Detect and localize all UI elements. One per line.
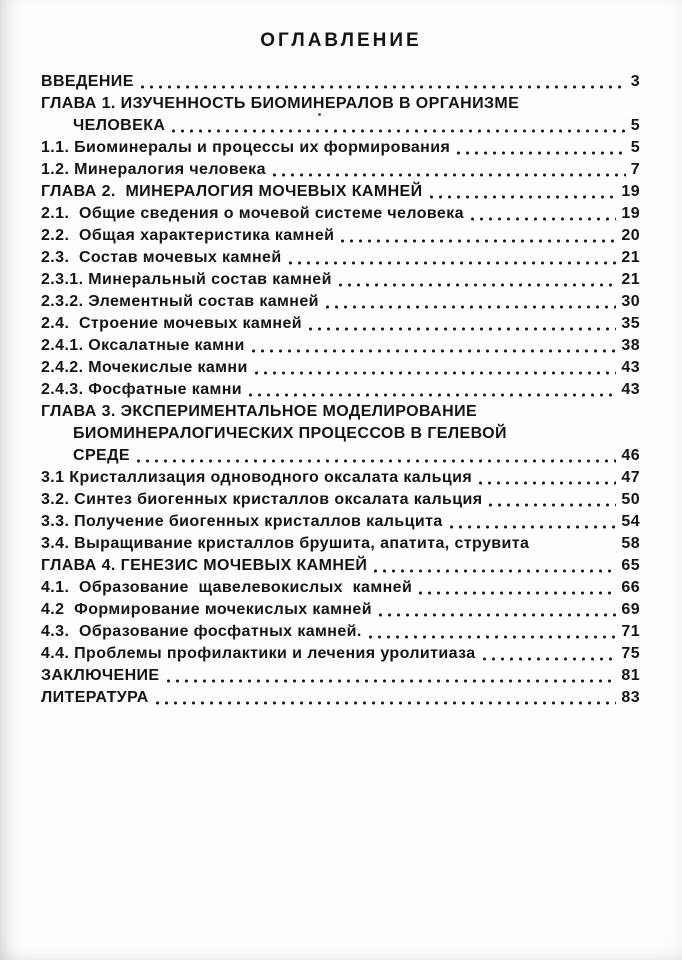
toc-entry-label: 2.4.2. Мочекислые камни — [41, 359, 248, 376]
toc-entry-label: 3.2. Синтез биогенных кристаллов оксалата кальция — [41, 491, 483, 508]
dot-leader — [255, 357, 617, 379]
toc-entry-line — [41, 203, 640, 225]
toc-entry-label: 2.2. Общая характеристика камней — [41, 227, 335, 244]
page-number: 5 — [630, 139, 640, 156]
page-number: 75 — [621, 645, 640, 662]
toc-entry-line — [41, 181, 640, 203]
dot-leader — [172, 115, 625, 137]
dot-leader — [249, 379, 616, 401]
toc-entry-line — [41, 225, 640, 247]
toc-entry-label: 3.1 Кристаллизация одноводного оксалата кальция — [41, 469, 473, 486]
page-number: 21 — [621, 249, 640, 266]
dot-leader — [289, 247, 617, 269]
toc-entry-label: 1.1. Биоминералы и процессы их формирования — [41, 139, 451, 156]
toc-entry-label: 4.3. Образование фосфатных камней. — [41, 623, 362, 640]
toc-entry-label: 2.3.1. Минеральный состав камней — [41, 271, 332, 288]
toc-entry-line — [41, 137, 640, 159]
page-number: 54 — [621, 513, 640, 530]
toc-entry-label: ВВЕДЕНИЕ — [41, 73, 134, 90]
toc-entry-line — [41, 533, 640, 555]
toc-entry-label: 2.4.3. Фосфатные камни — [41, 381, 243, 398]
dot-leader — [167, 665, 617, 687]
dot-leader — [369, 621, 617, 643]
toc-entry-label: ЛИТЕРАТУРА — [41, 689, 149, 706]
page-number: 65 — [621, 557, 640, 574]
toc-entry-line — [41, 313, 640, 335]
dot-leader — [479, 467, 616, 489]
toc-entry-line — [41, 247, 640, 269]
page-number: 69 — [621, 601, 640, 618]
toc-entry-line — [41, 511, 640, 533]
toc-entry-label: СРЕДЕ — [73, 447, 130, 464]
dot-leader — [489, 489, 616, 511]
page-number: 71 — [621, 623, 640, 640]
page-number: 43 — [621, 381, 640, 398]
page-number: 43 — [621, 359, 640, 376]
toc-list — [41, 71, 640, 709]
page-number: 66 — [621, 579, 640, 596]
toc-entry-line — [41, 489, 640, 511]
toc-entry-label: 3.3. Получение биогенных кристаллов кальцита — [41, 513, 443, 530]
toc-entry-line — [41, 599, 640, 621]
dot-leader — [326, 291, 617, 313]
dot-leader — [457, 137, 625, 159]
toc-entry-line — [41, 269, 640, 291]
toc-entry-label: ГЛАВА 4. ГЕНЕЗИС МОЧЕВЫХ КАМНЕЙ — [41, 557, 368, 574]
page-number: 19 — [621, 205, 640, 222]
page-number: 83 — [621, 689, 640, 706]
toc-entry-line — [41, 357, 640, 379]
dot-leader — [471, 203, 616, 225]
page-number: 58 — [621, 535, 640, 552]
page-number: 30 — [621, 293, 640, 310]
toc-entry-label: ЗАКЛЮЧЕНИЕ — [41, 667, 160, 684]
dot-leader — [379, 599, 616, 621]
toc-entry-line — [41, 423, 640, 445]
toc-entry-line — [41, 335, 640, 357]
toc-entry-line — [41, 71, 640, 93]
toc-entry-label: 4.4. Проблемы профилактики и лечения уролитиаза — [41, 645, 476, 662]
page-number: 3 — [630, 73, 640, 90]
toc-entry-line — [41, 467, 640, 489]
dot-leader — [450, 511, 617, 533]
toc-entry-label: БИОМИНЕРАЛОГИЧЕСКИХ ПРОЦЕССОВ В ГЕЛЕВОЙ — [73, 425, 507, 442]
toc-entry-line — [41, 687, 640, 709]
page-number: 46 — [621, 447, 640, 464]
page-number: 20 — [621, 227, 640, 244]
page-number: 35 — [621, 315, 640, 332]
toc-entry-label: 2.1. Общие сведения о мочевой системе человека — [41, 205, 464, 222]
toc-entry-label: ЧЕЛОВЕКА — [73, 117, 166, 134]
dot-leader — [430, 181, 617, 203]
dot-leader — [419, 577, 616, 599]
page-number: 19 — [621, 183, 640, 200]
toc-entry-line — [41, 93, 640, 115]
dot-leader — [141, 71, 626, 93]
toc-entry-line — [41, 621, 640, 643]
toc-entry-label: ГЛАВА 3. ЭКСПЕРИМЕНТАЛЬНОЕ МОДЕЛИРОВАНИЕ — [41, 403, 478, 420]
toc-entry-line — [41, 291, 640, 313]
page-number: 7 — [630, 161, 640, 178]
dot-leader — [483, 643, 617, 665]
page-number: 5 — [630, 117, 640, 134]
dot-leader — [536, 533, 616, 555]
dot-leader — [252, 335, 617, 357]
toc-entry-label: 3.4. Выращивание кристаллов брушита, апатита, струвита — [41, 535, 530, 552]
toc-entry-line — [41, 115, 640, 137]
dot-leader — [309, 313, 616, 335]
page-number: 38 — [621, 337, 640, 354]
dot-leader — [339, 269, 617, 291]
toc-entry-label: ГЛАВА 2. МИНЕРАЛОГИЯ МОЧЕВЫХ КАМНЕЙ — [41, 183, 423, 200]
toc-entry-line — [41, 577, 640, 599]
toc-entry-line — [41, 159, 640, 181]
dot-leader — [341, 225, 616, 247]
page-number: 21 — [621, 271, 640, 288]
page-title: ОГЛАВЛЕНИЕ — [260, 30, 422, 51]
toc-entry-label: ГЛАВА 1. ИЗУЧЕННОСТЬ БИОМИНЕРАЛОВ В ОРГАНИЗМЕ — [41, 95, 520, 112]
toc-entry-label: 2.3.2. Элементный состав камней — [41, 293, 319, 310]
toc-entry-label: 4.1. Образование щавелевокислых камней — [41, 579, 413, 596]
toc-entry-line — [41, 643, 640, 665]
toc-entry-line — [41, 445, 640, 467]
dot-leader — [273, 159, 626, 181]
toc-entry-label: 4.2 Формирование мочекислых камней — [41, 601, 372, 618]
toc-entry-line — [41, 401, 640, 423]
toc-entry-label: 2.4. Строение мочевых камней — [41, 315, 303, 332]
dot-leader — [374, 555, 616, 577]
page-number: 81 — [621, 667, 640, 684]
scan-artifact-dot — [318, 113, 321, 116]
toc-entry-label: 1.2. Минералогия человека — [41, 161, 266, 178]
dot-leader — [156, 687, 617, 709]
toc-entry-line — [41, 665, 640, 687]
page-number: 50 — [621, 491, 640, 508]
toc-entry-label: 2.4.1. Оксалатные камни — [41, 337, 245, 354]
page-number: 47 — [621, 469, 640, 486]
toc-entry-label: 2.3. Состав мочевых камней — [41, 249, 282, 266]
dot-leader — [137, 445, 616, 467]
toc-entry-line — [41, 379, 640, 401]
toc-entry-line — [41, 555, 640, 577]
